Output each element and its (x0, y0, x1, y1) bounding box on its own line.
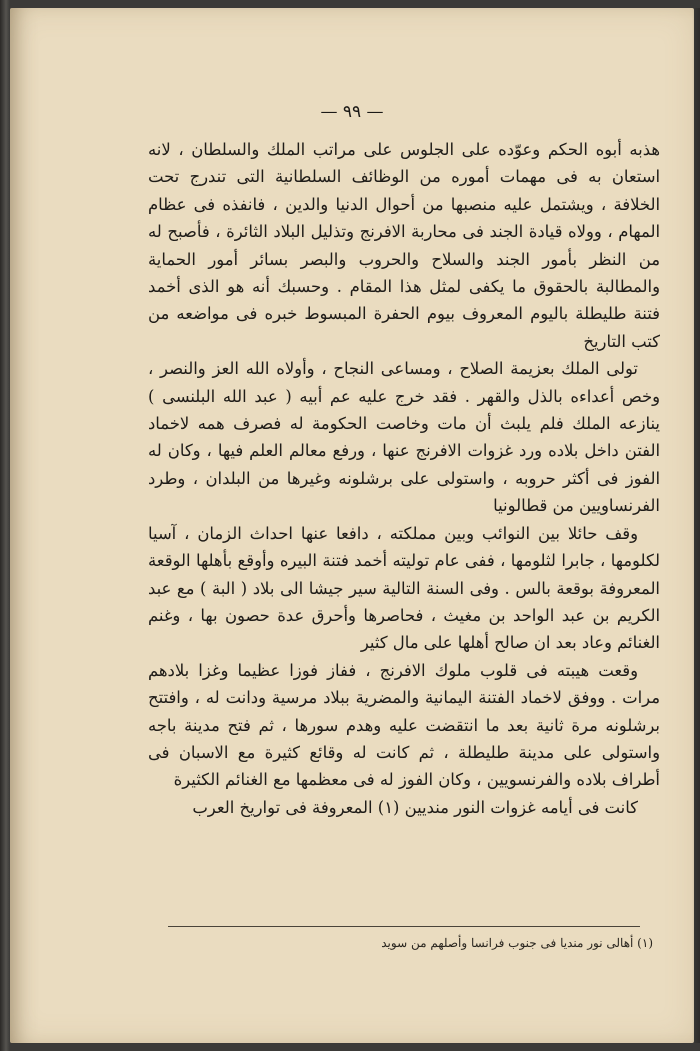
paragraph-5: كانت فى أيامه غزوات النور منديين (١) المعروفة فى تواريخ العرب (192, 797, 638, 817)
paragraph-4: وقعت هيبته فى قلوب ملوك الافرنج ، ففاز فوزا عظيما وغزا بلادهم مرات . ووفق لاخماد الفتنة اليمانية والمضرية ببلاد مرسية ودانت له ، وافتتح برشلونه مرة ثانية بعد ما انتقضت عليه وهدم سورها ، ثم فتح مدينة باجه واستولى على مدينة طليطلة ، ثم كانت له وقائع كثيرة مع الاسبان فى أطراف بلاده والفرنسويين ، وكان الفوز له فى معظمها مع الغنائم الكثيرة (148, 660, 660, 790)
paragraph-2: تولى الملك بعزيمة الصلاح ، ومساعى النجاح ، وأولاه الله العز والنصر ، وخص أعداءه بالذل والقهر . فقد خرج عليه عم أبيه ( عبد الله البلنسى ) ينازعه الملك فلم يلبث أن مات وخاصت الحكومة له فصرف همه لاخماد الفتن داخل بلاده ورد غزوات الافرنج عنها ، ورفع معالم العلم فيها ، وكان له الفوز فى أكثر حروبه ، واستولى على برشلونه وغيرها من البلدان ، وطرد الفرنساويين من قطالونيا (148, 359, 660, 516)
book-spine (0, 0, 10, 1051)
body-text (148, 136, 660, 821)
page-edge-shadow (692, 8, 700, 1043)
footnote-divider (168, 926, 640, 927)
page-number: — ٩٩ — (320, 102, 384, 122)
paragraph-3: وقف حائلا بين النوائب وبين مملكته ، دافعا عنها احداث الزمان ، آسيا لكلومها ، جابرا لثلومها ، ففى عام توليته أخمد فتنة البيره وأوقع بأهلها الوقعة المعروفة بوقعة بالس . وفى السنة التالية سير جيشا الى بلاد ( البة ) مع عبد الكريم بن عبد الواحد بن مغيث ، فحاصرها وأحرق عدة حصون بها ، وغنم الغنائم وعاد بعد ان صالح أهلها على مال كثير (148, 523, 660, 653)
book-page (10, 8, 694, 1043)
footnote: (١) أهالى نور منديا فى جنوب فرانسا وأصلهم من سويد (381, 936, 653, 950)
paragraph-1: هذبه أبوه الحكم وعوّده على الجلوس على مراتب الملك والسلطان ، لانه استعان به فى مهمات أموره من الوظائف السلطانية التى تندرج تحت الخلافة ، ويشتمل عليه منصبها من أحوال الدنيا والدين ، فانفذه فى عظام المهام ، وولاه قيادة الجند فى محاربة الافرنج وتذليل البلاد الثائرة ، فأصبح له من النظر بأمور الجند والسلاح والحروب والبصر بسائر أمور الحماية والمطالبة بالحقوق ما يكفى لمثل هذا المقام . وحسبك أنه هو الذى أخمد فتنة طليطلة باليوم المعروف بيوم الحفرة المبسوط خبره فى مواضعه من كتب التاريخ (148, 140, 660, 351)
